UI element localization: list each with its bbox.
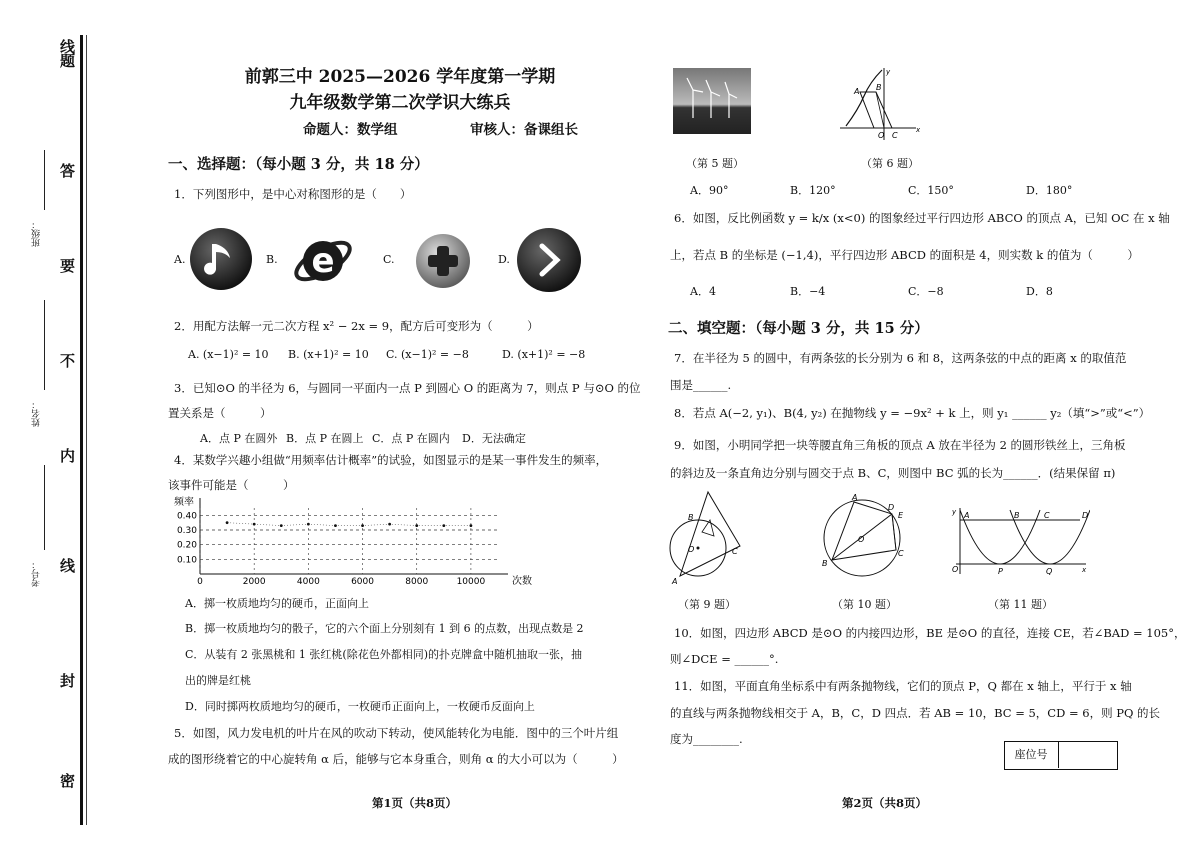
- page-number: 第2页（共8页）: [842, 796, 928, 810]
- svg-text:y: y: [952, 508, 957, 516]
- svg-text:A: A: [852, 494, 858, 502]
- option-c: C．点 P 在圆内: [372, 432, 450, 445]
- seat-number-label: 座位号: [1004, 741, 1059, 768]
- option-b: B．120°: [790, 184, 836, 197]
- figure-caption: （第 6 题）: [861, 157, 919, 170]
- question-4: 4．某数学兴趣小组做“用频率估计概率”的试验，如图显示的是某一事件发生的频率，: [174, 453, 608, 467]
- figure-6-diagram: [836, 66, 920, 142]
- seal-char: 线: [60, 38, 76, 56]
- svg-text:C: C: [892, 131, 898, 140]
- svg-text:O: O: [688, 545, 695, 554]
- y-tick-label: 0.20: [176, 540, 197, 551]
- option-c: C．−8: [908, 285, 944, 298]
- svg-text:C: C: [898, 549, 904, 558]
- option-label: D.: [498, 253, 510, 266]
- svg-text:O: O: [858, 535, 865, 544]
- x-tick-label: 2000: [242, 577, 266, 587]
- option-b: B．点 P 在圆上: [286, 432, 364, 445]
- svg-text:E: E: [898, 511, 904, 520]
- section-heading: 一、选择题：（每小题 3 分，共 18 分）: [168, 156, 429, 173]
- x-tick-label: 0: [197, 577, 203, 587]
- svg-text:B: B: [688, 513, 694, 522]
- svg-text:x: x: [916, 126, 920, 134]
- question-4-cont: 该事件可能是（ ）: [168, 478, 295, 492]
- exam-title: 前郭三中 2025—2026 学年度第一学期: [244, 67, 556, 87]
- question-6: 6．如图，反比例函数 y = k/x (x<0) 的图象经过平行四边形 ABCO 的顶点 A，已知 OC 在 x 轴: [674, 211, 1170, 225]
- x-tick-label: 4000: [296, 577, 320, 587]
- question-10-cont: 则∠DCE = ______°.: [670, 652, 779, 666]
- question-2: 2．用配方法解一元二次方程 x² − 2x = 9，配方后可变形为（ ）: [174, 319, 539, 333]
- seal-char: 不: [60, 352, 76, 370]
- svg-text:Q: Q: [1046, 567, 1053, 576]
- option-a: A．掷一枚质地均匀的硬币，正面向上: [185, 597, 369, 610]
- svg-text:B: B: [1014, 511, 1020, 520]
- data-point: [361, 524, 364, 527]
- plus-icon: [416, 234, 470, 288]
- page-number: 第1页（共8页）: [372, 796, 458, 810]
- data-point: [334, 524, 337, 527]
- exam-number-field-label: 考号：: [32, 560, 42, 587]
- option-a: A．4: [690, 285, 716, 298]
- binding-line-inner: [86, 35, 87, 825]
- question-3: 3．已知⊙O 的半径为 6，与圆同一平面内一点 P 到圆心 O 的距离为 7，则点 P 与⊙O 的位: [174, 381, 641, 395]
- option-d: D．180°: [1026, 184, 1073, 197]
- figure-10-diagram: [818, 494, 908, 584]
- section-heading: 二、填空题：（每小题 3 分，共 15 分）: [668, 320, 929, 337]
- option-c: C．150°: [908, 184, 954, 197]
- svg-text:C: C: [732, 547, 738, 556]
- question-5: 5．如图，风力发电机的叶片在风的吹动下转动，使风能转化为电能．图中的三个叶片组: [174, 726, 619, 740]
- reviewer-label: 审核人：备课组长: [470, 122, 578, 138]
- seal-char: 题: [60, 52, 76, 70]
- seal-char: 密: [60, 772, 76, 790]
- data-point: [415, 524, 418, 527]
- class-field-blank[interactable]: [44, 150, 45, 210]
- data-point: [388, 523, 391, 526]
- option-a: A．90°: [690, 184, 729, 197]
- question-7-cont: 围是______.: [670, 378, 732, 392]
- option-d: D. (x+1)² = −8: [502, 348, 586, 361]
- wind-turbine-photo: [673, 68, 751, 134]
- seal-char: 封: [60, 672, 76, 690]
- option-d: D．8: [1026, 285, 1053, 298]
- seal-char: 内: [60, 447, 76, 465]
- option-a: A. (x−1)² = 10: [188, 348, 269, 361]
- x-tick-label: 6000: [351, 577, 374, 587]
- svg-text:C: C: [1044, 511, 1050, 520]
- question-6-cont: 上，若点 B 的坐标是 (−1,4)，平行四边形 ABCD 的面积是 4，则实数 k 的值为（ ）: [670, 248, 1139, 262]
- x-axis-label: 次数: [512, 576, 532, 587]
- svg-text:A: A: [672, 577, 678, 586]
- figure-11-diagram: [950, 506, 1090, 576]
- data-point: [470, 524, 473, 527]
- class-field-label: 班级：: [32, 220, 42, 247]
- option-label: A.: [174, 253, 186, 266]
- question-11-cont: 的直线与两条抛物线相交于 A，B，C，D 四点．若 AB = 10，BC = 5，CD = 6，则 PQ 的长: [670, 706, 1161, 720]
- series-line: [227, 523, 471, 526]
- option-c: C. (x−1)² = −8: [386, 348, 469, 361]
- binding-line: [80, 35, 83, 825]
- data-point: [226, 521, 229, 524]
- figure-9-diagram: [668, 490, 754, 586]
- data-point: [253, 523, 256, 526]
- x-tick-label: 8000: [405, 577, 429, 587]
- seal-char: 线: [60, 557, 76, 575]
- name-field-blank[interactable]: [44, 300, 45, 390]
- data-point: [280, 524, 283, 527]
- y-axis-label: 频率: [174, 497, 194, 508]
- option-d: D．无法确定: [462, 432, 526, 445]
- question-7: 7．在半径为 5 的圆中，有两条弦的长分别为 6 和 8，这两条弦的中点的距离 x 的取值范: [674, 351, 1127, 365]
- option-label: B.: [266, 253, 278, 266]
- svg-text:O: O: [878, 131, 885, 140]
- data-point: [307, 523, 310, 526]
- question-11: 11．如图，平面直角坐标系中有两条抛物线，它们的顶点 P，Q 都在 x 轴上，平行于 x 轴: [674, 679, 1132, 693]
- exam-subtitle: 九年级数学第二次学识大练兵: [289, 93, 511, 113]
- question-9: 9．如图，小明同学把一块等腰直角三角板的顶点 A 放在半径为 2 的圆形铁丝上，三角板: [674, 438, 1126, 452]
- option-c: C．从装有 2 张黑桃和 1 张红桃(除花色外都相同)的扑克牌盒中随机抽取一张，抽: [185, 648, 582, 661]
- option-d: D．同时掷两枚质地均匀的硬币，一枚硬币正面向上，一枚硬币反面向上: [185, 700, 535, 713]
- question-11-cont2: 度为________.: [670, 732, 743, 746]
- x-tick-label: 10000: [456, 577, 486, 587]
- svg-text:D: D: [1082, 511, 1089, 520]
- y-tick-label: 0.40: [176, 511, 197, 522]
- svg-text:A: A: [964, 511, 970, 520]
- seat-number-field[interactable]: [1060, 742, 1115, 767]
- author-label: 命题人：数学组: [303, 122, 398, 138]
- figure-caption: （第 5 题）: [686, 157, 744, 170]
- svg-text:P: P: [998, 567, 1003, 576]
- frequency-chart: [168, 496, 548, 588]
- figure-caption: （第 9 题）: [678, 598, 736, 611]
- exam-number-field-blank[interactable]: [44, 465, 45, 550]
- seal-char: 答: [60, 162, 76, 180]
- option-a: A．点 P 在圆外: [200, 432, 278, 445]
- y-tick-label: 0.30: [176, 526, 197, 536]
- svg-text:e: e: [311, 241, 335, 281]
- figure-caption: （第 10 题）: [832, 598, 897, 611]
- option-b: B. (x+1)² = 10: [288, 348, 369, 361]
- question-8: 8．若点 A(−2, y₁)、B(4, y₂) 在抛物线 y = −9x² + k 上，则 y₁ ______ y₂（填“>”或“<”）: [674, 406, 1151, 420]
- data-point: [442, 524, 445, 527]
- option-b: B．掷一枚质地均匀的骰子，它的六个面上分别刻有 1 到 6 的点数，出现点数是 2: [185, 622, 584, 635]
- y-tick-label: 0.10: [176, 555, 197, 566]
- svg-text:x: x: [1082, 566, 1087, 574]
- question-3-cont: 置关系是（ ）: [168, 406, 272, 420]
- svg-text:y: y: [886, 68, 891, 76]
- option-b: B．−4: [790, 285, 826, 298]
- svg-text:B: B: [876, 83, 882, 92]
- option-label: C.: [383, 253, 395, 266]
- name-field-label: 姓名：: [32, 400, 42, 427]
- question-5-cont: 成的图形绕着它的中心旋转角 α 后，能够与它本身重合，则角 α 的大小可以为（ ）: [168, 752, 624, 766]
- music-note-icon: [190, 228, 252, 290]
- question-1: 1．下列图形中，是中心对称图形的是（ ）: [174, 187, 412, 201]
- figure-caption: （第 11 题）: [988, 598, 1053, 611]
- chevron-right-icon: [517, 228, 581, 292]
- svg-text:O: O: [952, 565, 959, 574]
- seal-char: 要: [60, 257, 76, 275]
- svg-text:B: B: [822, 559, 828, 568]
- svg-text:A: A: [854, 87, 860, 96]
- internet-explorer-icon: [290, 226, 356, 292]
- question-9-cont: 的斜边及一条直角边分别与圆交于点 B、C，则图中 BC 弧的长为______．(结果保留 π): [670, 466, 1116, 480]
- svg-text:D: D: [888, 503, 895, 512]
- question-10: 10．如图，四边形 ABCD 是⊙O 的内接四边形，BE 是⊙O 的直径，连接 CE，若∠BAD = 105°，: [674, 626, 1186, 640]
- option-c-cont: 出的牌是红桃: [185, 674, 251, 687]
- binding-margin: [0, 0, 95, 848]
